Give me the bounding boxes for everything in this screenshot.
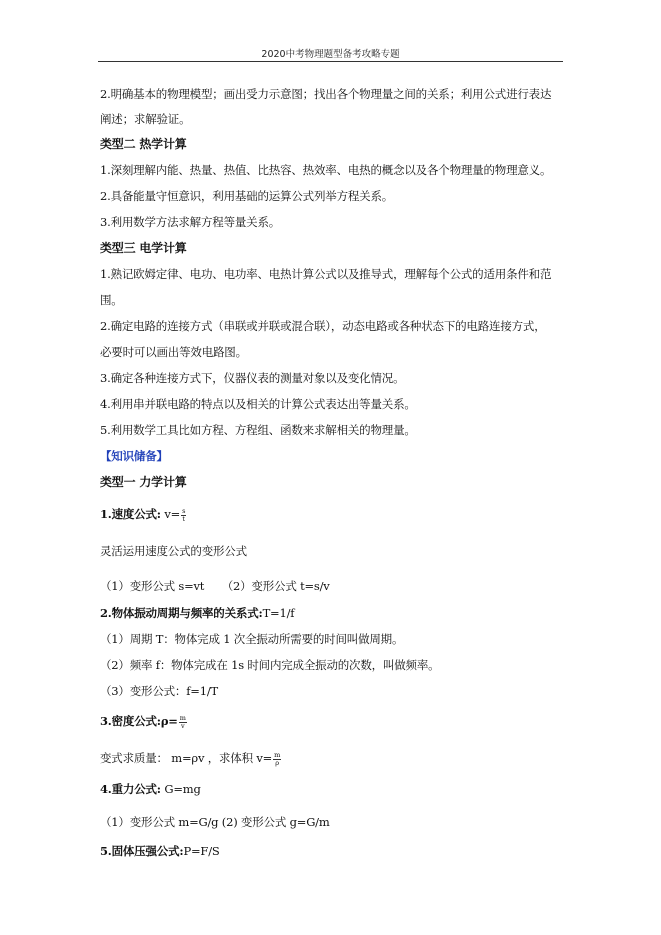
- paragraph-line: 4.利用串并联电路的特点以及相关的计算公式表达出等量关系。: [100, 397, 416, 411]
- density-volume-numerator: m: [274, 750, 281, 759]
- page-header: 2020中考物理题型备考攻略专题: [261, 49, 400, 60]
- density-variants: [100, 750, 565, 767]
- density-formula: [100, 713, 565, 730]
- density-volume-denominator: ρ: [275, 758, 279, 767]
- paragraph-line: 2.确定电路的连接方式（串联或并联或混合联），动态电路或各种状态下的电路连接方式，: [100, 319, 546, 333]
- period-item-3: （3）变形公式：f=1/T: [100, 684, 218, 698]
- period-item-2: （2）频率 f：物体完成在 1s 时间内完成全振动的次数，叫做频率。: [100, 658, 440, 672]
- gravity-formula-value: G=mg: [164, 782, 201, 796]
- speed-fraction-numerator: s: [182, 506, 186, 515]
- period-formula: [100, 605, 565, 621]
- paragraph-line: 1.深刻理解内能、热量、热值、比热容、热效率、电热的概念以及各个物理量的物理意义。: [100, 163, 552, 177]
- section-heading-type3: 类型三 电学计算: [100, 241, 187, 255]
- speed-note: 灵活运用速度公式的变形公式: [100, 544, 247, 558]
- knowledge-heading: 【知识储备】: [100, 449, 168, 463]
- speed-variants: [100, 578, 565, 594]
- paragraph-line: 3.确定各种连接方式下，仪器仪表的测量对象以及变化情况。: [100, 371, 405, 385]
- density-fraction: [179, 715, 187, 730]
- section-heading-type2: 类型二 热学计算: [100, 137, 187, 151]
- paragraph-line: 阐述；求解验证。: [100, 112, 191, 126]
- header-divider: [98, 61, 563, 62]
- pressure-formula-label: 5.固体压强公式:: [100, 844, 184, 858]
- paragraph-line: 2.具备能量守恒意识，利用基础的运算公式列举方程关系。: [100, 189, 394, 203]
- section-heading-type1: 类型一 力学计算: [100, 475, 187, 489]
- paragraph-line: 5.利用数学工具比如方程、方程组、函数来求解相关的物理量。: [100, 423, 416, 437]
- gravity-formula-label: 4.重力公式:: [100, 782, 161, 796]
- period-formula-value: T=1/f: [262, 606, 295, 620]
- paragraph-line: 围。: [100, 293, 123, 307]
- density-formula-lhs: ρ=: [160, 714, 178, 728]
- density-formula-label: 3.密度公式:: [100, 714, 161, 728]
- speed-formula-label: 1.速度公式:: [100, 507, 161, 521]
- gravity-variants: （1）变形公式 m=G/g (2) 变形公式 g=G/m: [100, 815, 330, 829]
- speed-formula-lhs: v=: [164, 507, 181, 521]
- paragraph-line: 2.明确基本的物理模型；画出受力示意图；找出各个物理量之间的关系；利用公式进行表达: [100, 87, 552, 101]
- speed-formula: [100, 506, 565, 523]
- paragraph-line: 3.利用数学方法求解方程等量关系。: [100, 215, 281, 229]
- pressure-formula-value: P=F/S: [183, 844, 220, 858]
- pressure-formula: [100, 843, 565, 859]
- density-variant-text: 变式求质量： m=ρv ，求体积 v=: [100, 751, 273, 765]
- paragraph-line: 1.熟记欧姆定律、电功、电功率、电热计算公式以及推导式，理解每个公式的适用条件和范: [100, 267, 552, 281]
- speed-variant-2: （2）变形公式 t=s/v: [221, 579, 330, 593]
- period-formula-label: 2.物体振动周期与频率的关系式:: [100, 606, 263, 620]
- density-volume-fraction: [273, 752, 281, 767]
- speed-fraction-denominator: t: [182, 514, 185, 523]
- speed-variant-1: （1）变形公式 s=vt: [100, 579, 205, 593]
- speed-fraction: [181, 508, 186, 523]
- paragraph-line: 必要时可以画出等效电路图。: [100, 345, 247, 359]
- gravity-formula: [100, 781, 565, 797]
- density-fraction-numerator: m: [179, 713, 186, 722]
- period-item-1: （1）周期 T：物体完成 1 次全振动所需要的时间叫做周期。: [100, 632, 404, 646]
- density-fraction-denominator: v: [180, 721, 185, 730]
